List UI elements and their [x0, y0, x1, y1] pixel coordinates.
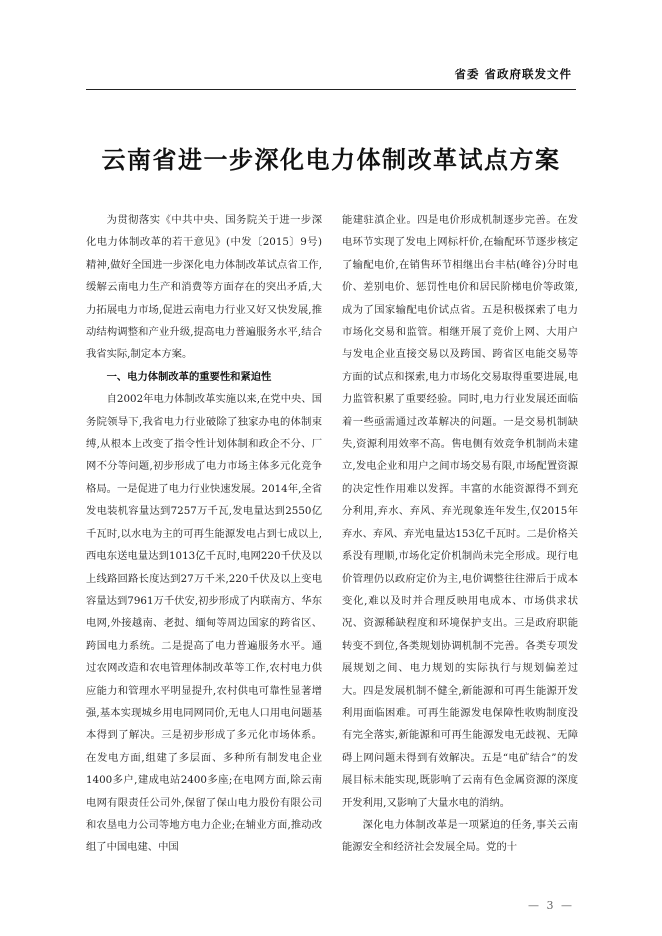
page-title: 云南省进一步深化电力体制改革试点方案: [101, 146, 561, 174]
header-divider: [86, 89, 576, 90]
right-column: [342, 209, 578, 859]
page-number: — 3 —: [528, 899, 574, 912]
continued-paragraph: 能建驻滇企业。四是电价形成机制逐步完善。在发电环节实现了发电上网标杆价,在输配环节逐步核定了输配电价,在销售环节相继出台丰枯(峰谷)分时电价、差别电价、惩罚性电价和居民阶梯电价等政策,成为了国家输配电价试点省。五是积极探索了电力市场化交易和监管。相继开展了竞价上网、大用户与发电企业直接交易以及跨国、跨省区电能交易等方面的试点和探索,电力市场化交易取得重要进展,电力监管积累了重要经验。同时,电力行业发展还面临着一些亟需通过改革解决的问题。一是交易机制缺失,资源利用效率不高。售电侧有效竞争机制尚未建立,发电企业和用户之间市场交易有限,市场配置资源的决定性作用难以发挥。丰富的水能资源得不到充分利用,弃水、弃风、弃光现象连年发生,仅2015年弃水、弃风、弃光电量达153亿千瓦时。二是价格关系没有理顺,市场化定价机制尚未完全形成。现行电价管理仍以政府定价为主,电价调整往往滞后于成本变化,难以及时并合理反映用电成本、市场供求状况、资源稀缺程度和环境保护支出。三是政府职能转变不到位,各类规划协调机制不完善。各类专项发展规划之间、电力规划的实际执行与规划偏差过大。四是发展机制不健全,新能源和可再生能源开发利用面临困难。可再生能源发电保障性收购制度没有完全落实,新能源和可再生能源发电无歧视、无障碍上网问题未得到有效解决。五是“电矿结合”的发展目标未能实现,既影响了云南有色金属资源的深度开发利用,又影响了大量水电的消纳。: [342, 214, 578, 809]
closing-paragraph: 深化电力体制改革是一项紧迫的任务,事关云南能源安全和经济社会发展全局。党的十: [342, 818, 578, 854]
body-paragraph: 自2002年电力体制改革实施以来,在党中央、国务院领导下,我省电力行业破除了独家办电的体制束缚,从根本上改变了指令性计划体制和政企不分、厂网不分等问题,初步形成了电力市场主体多元化竞争格局。一是促进了电力行业快速发展。2014年,全省发电装机容量达到7257万千瓦,发电量达到2550亿千瓦时,以水电为主的可再生能源发电占到七成以上,西电东送电量达到1013亿千瓦时,电网220千伏及以上线路回路长度达到27万千米,220千伏及以上变电容量达到7961万千伏安,初步形成了内联南方、华东电网,外接越南、老挝、缅甸等周边国家的跨省区、跨国电力系统。二是提高了电力普遍服务水平。通过农网改造和农电管理体制改革等工作,农村电力供应能力和管理水平明显提升,农村供电可靠性显著增强,基本实现城乡用电同网同价,无电人口用电问题基本得到了解决。三是初步形成了多元化市场体系。在发电方面,组建了多层面、多种所有制发电企业1400多户,建成电站2400多座;在电网方面,除云南电网有限责任公司外,保留了保山电力股份有限公司和农垦电力公司等地方电力企业;在辅业方面,推动改组了中国电建、中国: [86, 393, 322, 854]
section-label: 省委 省政府联发文件: [454, 67, 572, 81]
section-heading: 一、电力体制改革的重要性和紧迫性: [106, 370, 272, 383]
intro-paragraph: 为贯彻落实《中共中央、国务院关于进一步深化电力体制改革的若干意见》(中发〔2015〕9号)精神,做好全国进一步深化电力体制改革试点省工作,缓解云南电力生产和消费等方面存在的突出矛盾,大力拓展电力市场,促进云南电力行业又好又快发展,推动结构调整和产业升级,提高电力普遍服务水平,结合我省实际,制定本方案。: [86, 214, 322, 361]
left-column: [86, 209, 322, 859]
